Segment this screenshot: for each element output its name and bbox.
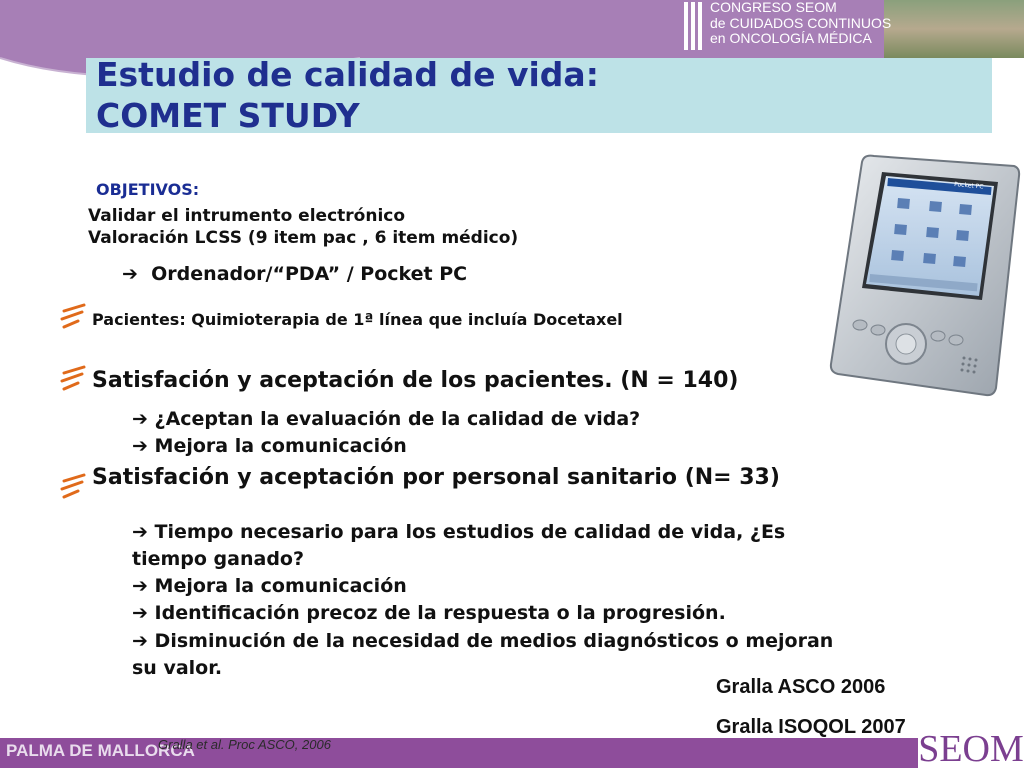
satisf-staff-sub-text: Disminución de la necesidad de medios diagnósticos o mejoran bbox=[154, 630, 834, 652]
seom-logo: SEOM bbox=[918, 728, 1024, 770]
satisf-staff-sub-text: Mejora la comunicación bbox=[154, 575, 407, 597]
congress-header-photo bbox=[884, 0, 1024, 58]
congress-title-line: en ONCOLOGÍA MÉDICA bbox=[710, 30, 872, 46]
congress-title-line: de CUIDADOS CONTINUOS bbox=[710, 14, 892, 31]
orange-stripes-bullet-icon bbox=[58, 472, 88, 502]
congress-logo-bars bbox=[684, 2, 706, 50]
objetivos-device-line bbox=[122, 263, 467, 285]
satisf-patients-sub-text: ¿Aceptan la evaluación de la calidad de vida? bbox=[154, 408, 641, 430]
satisf-staff-sub-1a bbox=[132, 521, 785, 543]
satisf-staff-sub-text: Identificación precoz de la respuesta o la progresión. bbox=[154, 602, 726, 624]
reference-gralla-isoqol: Gralla ISOQOL 2007 bbox=[716, 716, 906, 738]
satisf-patients-sub-2 bbox=[132, 435, 407, 457]
satisf-staff-sub-3 bbox=[132, 602, 726, 624]
satisf-patients-sub-text: Mejora la comunicación bbox=[154, 435, 407, 457]
objetivos-heading: OBJETIVOS: bbox=[96, 180, 200, 199]
satisf-staff-sub-4a bbox=[132, 630, 833, 652]
arrow-icon: ➔ bbox=[132, 408, 148, 430]
objetivos-line-2: Valoración LCSS (9 item pac , 6 item médico) bbox=[88, 228, 519, 248]
slide-title-line-2: COMET STUDY bbox=[96, 96, 360, 135]
arrow-icon: ➔ bbox=[132, 521, 148, 543]
arrow-icon: ➔ bbox=[122, 263, 138, 285]
satisf-staff-sub-2 bbox=[132, 575, 407, 597]
objetivos-device: Ordenador/“PDA” / Pocket PC bbox=[151, 263, 468, 285]
satisf-staff-sub-4b: su valor. bbox=[132, 657, 223, 679]
pda-screen-brand: Pocket PC bbox=[953, 181, 984, 191]
reference-gralla-asco: Gralla ASCO 2006 bbox=[716, 676, 886, 698]
arrow-icon: ➔ bbox=[132, 630, 148, 652]
congress-title-line: CONGRESO SEOM bbox=[710, 0, 837, 15]
satisf-patients-sub-1 bbox=[132, 408, 640, 430]
footer-location: PALMA DE MALLORCA bbox=[6, 741, 195, 760]
arrow-icon: ➔ bbox=[132, 575, 148, 597]
footer-citation: Gralla et al. Proc ASCO, 2006 bbox=[158, 737, 331, 752]
satisf-patients-bullet: Satisfación y aceptación de los pacientes. (N = 140) bbox=[92, 368, 739, 393]
congress-title bbox=[710, 0, 900, 47]
arrow-icon: ➔ bbox=[132, 435, 148, 457]
arrow-icon: ➔ bbox=[132, 602, 148, 624]
satisf-staff-sub-1b: tiempo ganado? bbox=[132, 548, 304, 570]
satisf-staff-sub-text: Tiempo necesario para los estudios de calidad de vida, ¿Es bbox=[154, 521, 786, 543]
orange-stripes-bullet-icon bbox=[58, 302, 88, 332]
pocket-pc-device-image bbox=[826, 150, 1021, 400]
satisf-staff-bullet: Satisfación y aceptación por personal sanitario (N= 33) bbox=[92, 465, 780, 490]
orange-stripes-bullet-icon bbox=[58, 364, 88, 394]
objetivos-line-1: Validar el intrumento electrónico bbox=[88, 206, 406, 226]
slide-title-line-1: Estudio de calidad de vida: bbox=[96, 55, 599, 94]
patients-bullet: Pacientes: Quimioterapia de 1ª línea que incluía Docetaxel bbox=[92, 310, 623, 329]
